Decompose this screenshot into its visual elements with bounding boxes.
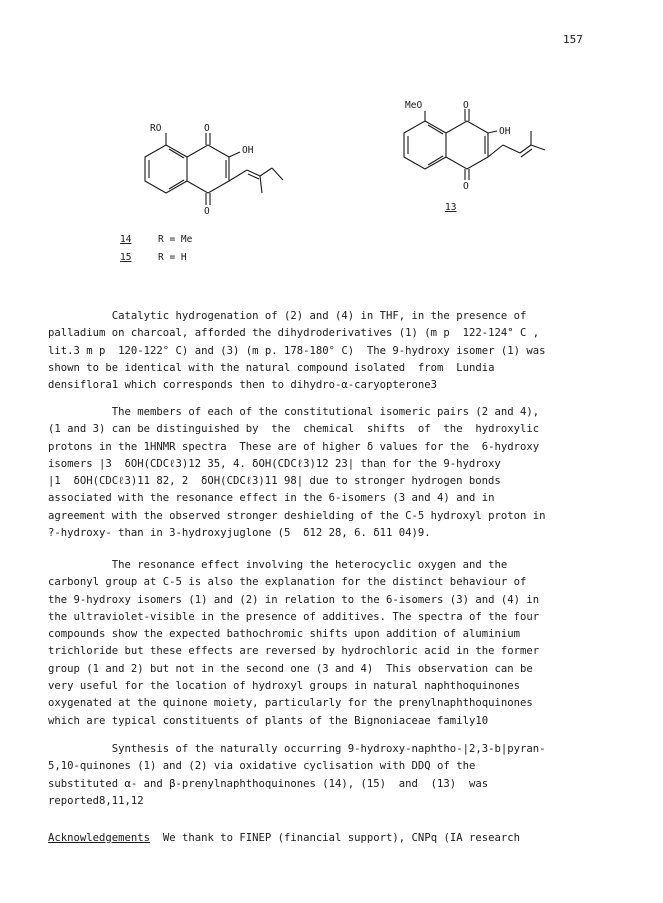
structure-right-oxygen-top: O xyxy=(463,100,469,111)
legend-text-2: R = H xyxy=(158,252,187,263)
structure-left-oxygen-top: O xyxy=(204,123,210,134)
acknowledgements-heading: Acknowledgements xyxy=(48,832,151,844)
legend-text-1: R = Me xyxy=(158,234,193,245)
structure-right-oxygen-bottom: O xyxy=(463,181,469,192)
structure-left-oxygen-bottom: O xyxy=(204,206,210,217)
text-line: ?-hydroxy- than in 3-hydroxyjuglone (5 δ12 28, 6. δ11 04)9. xyxy=(48,527,431,540)
paragraph-4 xyxy=(48,741,608,810)
text-line: |1 δOH(CDCℓ3)11 82, 2 δOH(CDCℓ3)11 98| due to stronger hydrogen bonds xyxy=(48,475,501,488)
legend-number-1: 14 xyxy=(120,234,132,245)
paragraph-2 xyxy=(48,404,608,542)
paragraph-3 xyxy=(48,557,608,730)
structure-right-substituent: MeO xyxy=(405,100,423,111)
text-line: shown to be identical with the natural compound isolated from Lundia xyxy=(48,361,495,374)
chemical-structures-figure xyxy=(0,0,663,290)
text-line: compounds show the expected bathochromic shifts upon addition of aluminium xyxy=(48,628,520,641)
structure-right-compound-number: 13 xyxy=(445,202,457,213)
structure-left-hydroxyl: OH xyxy=(242,145,254,156)
structure-left xyxy=(145,133,283,205)
text-line: associated with the resonance effect in the 6-isomers (3 and 4) and in xyxy=(48,492,495,505)
acknowledgements-line xyxy=(48,830,608,847)
acknowledgements xyxy=(48,830,608,847)
structure-left-substituent: RO xyxy=(150,123,162,134)
paragraph-1 xyxy=(48,308,608,394)
text-line: trichloride but these effects are reversed by hydrochloric acid in the former xyxy=(48,645,540,658)
text-line: The members of each of the constitutional isomeric pairs (2 and 4), xyxy=(48,406,540,418)
structure-right xyxy=(404,109,545,180)
text-line: Synthesis of the naturally occurring 9-hydroxy-naphtho-|2,3-b|pyran- xyxy=(48,743,546,755)
text-line: agreement with the observed stronger deshielding of the C-5 hydroxyl proton in xyxy=(48,509,546,522)
text-line: reported8,11,12 xyxy=(48,794,144,807)
text-line: substituted α- and β-prenylnaphthoquinones (14), (15) and (13) was xyxy=(48,777,489,790)
text-line: very useful for the location of hydroxyl groups in natural naphthoquinones xyxy=(48,680,520,693)
structure-right-hydroxyl: OH xyxy=(499,126,511,137)
text-line: the 9-hydroxy isomers (1) and (2) in relation to the 6-isomers (3) and (4) in xyxy=(48,593,540,606)
text-line: 5,10-quinones (1) and (2) via oxidative cyclisation with DDQ of the xyxy=(48,760,476,773)
text-line: palladium on charcoal, afforded the dihydroderivatives (1) (m p 122-124° C , xyxy=(48,327,540,340)
legend-number-2: 15 xyxy=(120,252,132,263)
text-line: carbonyl group at C-5 is also the explanation for the distinct behaviour of xyxy=(48,576,527,589)
text-line: (1 and 3) can be distinguished by the chemical shifts of the hydroxylic xyxy=(48,423,540,436)
text-line: oxygenated at the quinone moiety, particularly for the prenylnaphthoquinones xyxy=(48,697,533,710)
text-line: which are typical constituents of plants of the Bignoniaceae family10 xyxy=(48,714,489,727)
text-line: Catalytic hydrogenation of (2) and (4) in THF, in the presence of xyxy=(48,310,527,322)
text-line: densiflora1 which corresponds then to dihydro-α-caryopterone3 xyxy=(48,379,438,392)
acknowledgements-text: We thank to FINEP (financial support), CNPq (IA research xyxy=(150,832,520,844)
text-line: group (1 and 2) but not in the second one (3 and 4) This observation can be xyxy=(48,662,533,675)
text-line: the ultraviolet-visible in the presence of additives. The spectra of the four xyxy=(48,610,540,623)
text-line: protons in the 1HNMR spectra These are of higher δ values for the 6-hydroxy xyxy=(48,440,540,453)
text-line: isomers |3 δOH(CDCℓ3)12 35, 4. δOH(CDCℓ3)12 23| than for the 9-hydroxy xyxy=(48,457,501,470)
page-number: 157 xyxy=(563,33,583,46)
text-line: The resonance effect involving the heterocyclic oxygen and the xyxy=(48,559,508,571)
text-line: lit.3 m p 120-122° C) and (3) (m p. 178-180° C) The 9-hydroxy isomer (1) was xyxy=(48,344,546,357)
